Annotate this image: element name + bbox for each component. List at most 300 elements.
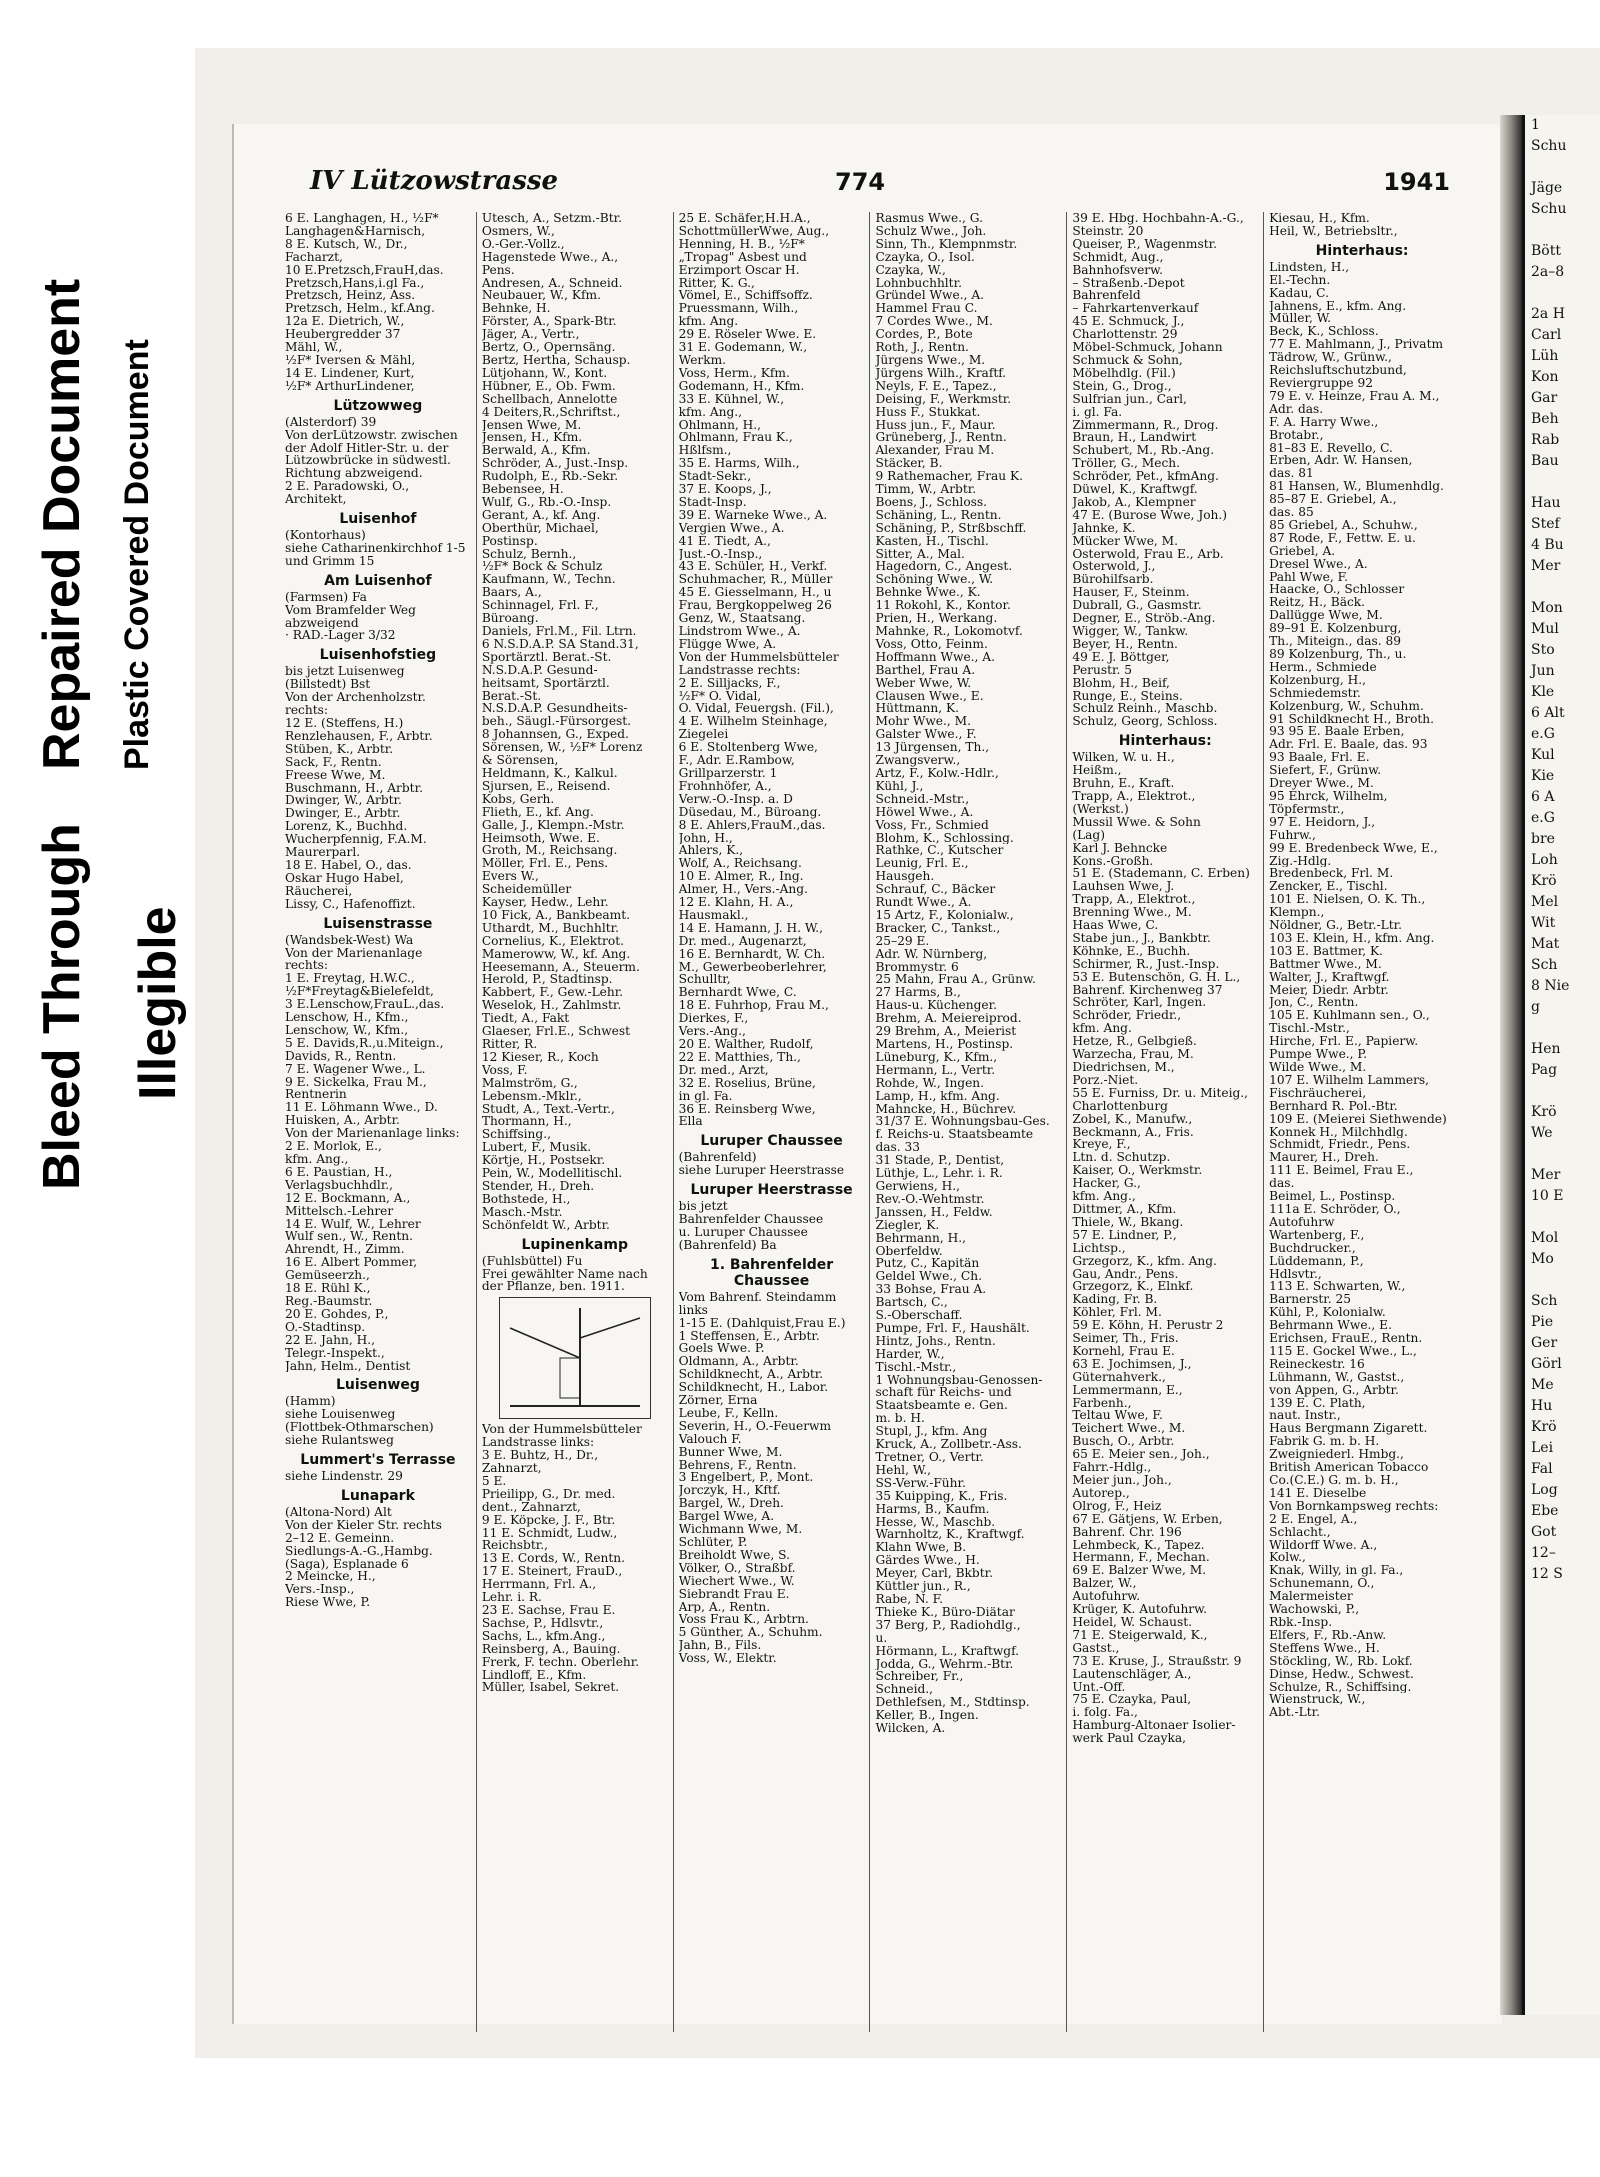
directory-entry: Stein, G., Drog., [1072,379,1172,393]
directory-entry: Hammel Frau C. [875,302,978,316]
next-page-fragment: Mel [1531,894,1559,910]
directory-entry: Jürgens Wwe., M. [875,353,986,367]
directory-entry: Facharzt, [285,250,343,264]
directory-entry: Schinnagel, Frl. F., [481,599,599,613]
street-heading: Luruper Chaussee [700,1133,843,1150]
next-page-fragment: e.G [1531,726,1555,742]
next-page-fragment: Me [1531,1377,1554,1393]
directory-entry: Adr. Frl. E. Baale, das. 93 [1269,738,1428,752]
directory-entry: Prieilipp, G., Dr. med. [481,1487,616,1501]
directory-entry: 45 E. Schmuck, J., [1072,315,1185,329]
next-page-fragment: Kul [1531,747,1555,763]
directory-entry: siehe Catharinenkirchhof 1-5 [285,541,466,555]
directory-entry: i. gl. Fa. [1072,405,1123,419]
directory-entry: Reichsluftschutzbund, [1269,364,1407,377]
directory-entry: links [678,1303,708,1317]
directory-entry: (Altona-Nord) Alt [285,1505,392,1519]
directory-entry: 2 E. Morlok, E., [285,1140,382,1153]
directory-entry: Kreye, F., [1072,1138,1131,1152]
directory-entry: Trapp, A., Elektrot., [1072,893,1196,907]
directory-entry: Pumpe Wwe., P. [1269,1048,1368,1061]
directory-entry: Steinstr. 20 [1072,224,1144,238]
directory-entry: Schulze, R., Schiffsing. [1269,1680,1412,1694]
directory-entry: Blohm, H., Beif, [1072,676,1170,690]
directory-entry: Buschmann, H., Arbtr. [285,781,423,795]
directory-entry: Braun, H., Landwirt [1072,431,1197,445]
directory-entry: Kaiser, O., Werkmstr. [1072,1164,1203,1178]
directory-entry: (Kontorhaus) [285,529,366,542]
directory-entry: 35 Kuipping, K., Fris. [875,1489,1008,1503]
directory-entry: Kühl, J., [875,779,924,793]
directory-entry: Sulfrian jun., Carl, [1072,392,1187,406]
directory-entry: 59 E. Köhn, H. Perustr 2 [1072,1319,1224,1333]
directory-entry: Kobs, Gerh. [481,792,555,806]
directory-entry: Bahrenf. Kirchenweg 37 [1072,983,1223,997]
directory-entry: Kons.-Großh. [1072,854,1154,868]
directory-entry: Bruhn, E., Kraft. [1072,777,1175,790]
directory-entry: Osmers, W., [481,224,555,238]
directory-entry: Bunner Wwe, M. [678,1445,783,1459]
directory-entry: 13 Jürgensen, Th., [875,741,990,755]
directory-entry: Pretzsch, Heinz, Ass. [285,289,416,303]
directory-entry: 1 Steffensen, E., Arbtr. [678,1329,820,1343]
directory-entry: Düsedau, M., Büroang. [678,805,822,819]
directory-entry: 85 Griebel, A., Schuhw., [1269,518,1418,532]
directory-entry: 51 E. (Stademann, C. Erben) [1072,867,1250,881]
directory-entry: Pretzsch,Hans,i.gl Fa., [285,276,425,290]
directory-entry: (Lag) [1072,828,1105,842]
directory-entry: 3 E.Lenschow,FrauL.,das. [285,998,445,1012]
next-page-fragment: Rab [1531,432,1560,448]
next-page-fragment: Mul [1531,621,1559,637]
directory-entry: Jahnke, K. [1072,521,1136,535]
directory-entry: Breiholdt Wwe, S. [678,1548,790,1562]
street-heading: Hinterhaus: [1315,242,1409,259]
directory-entry: 14 E. Wulf, W., Lehrer [285,1217,421,1231]
next-page-edge [1522,115,1600,2015]
directory-entry: Stabe jun., J., Bankbtr. [1072,931,1211,945]
directory-entry: Heil, W., Betriebsltr., [1269,224,1398,238]
directory-entry: Riese Wwe, P. [285,1596,371,1610]
directory-entry: Czayka, W., [875,263,946,277]
directory-entry: Martens, H., Postinsp. [875,1038,1014,1051]
directory-entry: Schmidt, Friedr., Pens. [1269,1138,1411,1152]
directory-entry: Schlacht., [1269,1525,1331,1539]
directory-entry: 2 E. Paradowski, O., [285,480,410,494]
directory-entry: (Wandsbek-West) Wa [285,933,414,947]
directory-entry: Grüneberg, J., Rentn. [875,431,1007,445]
next-page-fragment: Beh [1531,411,1559,427]
directory-column-1 [280,212,477,2032]
directory-entry: heitsamt, Sportärztl. [481,676,610,690]
directory-entry: Reineckestr. 16 [1269,1357,1365,1371]
street-heading: Lützowweg [333,397,423,414]
directory-entry: Bahrenfelder Chaussee [678,1213,824,1226]
next-page-fragment: Sch [1531,1293,1558,1309]
directory-entry: Stupl, J., kfm. Ang [875,1425,988,1439]
directory-entry: Autofuhrw. [1072,1590,1141,1604]
directory-entry: 97 E. Heidorn, J., [1269,815,1376,829]
next-page-fragment: 1 [1531,117,1540,133]
directory-entry: Lindsten, H., [1269,260,1350,274]
directory-entry: Keller, B., Ingen. [875,1709,979,1723]
directory-entry: Hacker, G., [1072,1177,1141,1191]
directory-entry: ½F* Iversen & Mähl, [285,353,416,367]
directory-entry: Lüneburg, K., Kfm., [875,1050,998,1064]
directory-entry: Sachse, P., Hdlsvtr., [481,1616,604,1630]
directory-entry: 20 E. Gohdes, P., [285,1307,389,1321]
directory-entry: Leube, F., Kelln. [678,1406,779,1420]
directory-entry: Hermann, F., Mechan. [1072,1551,1210,1565]
directory-entry: 87 Rode, F., Fettw. E. u. [1269,531,1416,545]
directory-entry: 23 E. Sachse, Frau E. [481,1604,616,1617]
directory-entry: Mücker Wwe, M. [1072,534,1179,548]
directory-entry: Pretzsch, Helm., kf.Ang. [285,302,435,316]
directory-entry: Von derLützowstr. zwischen [285,428,458,442]
directory-entry: Reichsbtr., [481,1539,548,1553]
directory-entry: Jon, C., Rentn. [1269,996,1359,1010]
directory-entry: 43 E. Schüler, H., Verkf. [678,560,828,574]
directory-entry: Evers W., [481,870,539,884]
directory-entry: werk Paul Czayka, [1072,1732,1187,1746]
directory-entry: Lüthje, L., Lehr. i. R. [875,1167,1003,1180]
street-heading: Lummert's Terrasse [300,1452,456,1469]
directory-entry: siehe Lindenstr. 29 [285,1470,403,1483]
directory-entry: Frau, Bergkoppelweg 26 [678,599,832,613]
directory-entry: Schulz Wwe., Joh. [875,224,987,238]
directory-entry: Lemmermann, E., [1072,1383,1183,1397]
directory-entry: Galster Wwe., F. [875,728,977,742]
directory-entry: Bothstede, H., [481,1192,571,1206]
directory-entry: Pahl Wwe, F. [1269,570,1349,584]
directory-entry: Ahlers, K., [678,844,744,858]
directory-entry: Hehl, W., [875,1463,931,1477]
directory-entry: Heesemann, A., Steuerm. [481,960,640,974]
directory-entry: (Saga), Esplanade 6 [285,1557,409,1571]
next-page-fragment: Hen [1531,1041,1561,1057]
directory-entry: Klahn Wwe, B. [875,1541,967,1555]
street-heading: 1. Bahrenfelder Chaussee [709,1256,834,1289]
directory-entry: Sörensen, W., ½F* Lorenz [481,741,643,755]
directory-entry: 29 E. Röseler Wwe. E. [678,328,817,342]
directory-entry: Beyer, H., Rentn. [1072,637,1178,651]
directory-entry: Dethlefsen, M., Stdtinsp. [875,1696,1030,1710]
label-illegible: Illegible [129,906,187,1100]
directory-entry: Schubert, M., Rb.-Ang. [1072,444,1215,458]
directory-entry: Brehm, A. Meiereiprod. [875,1012,1022,1026]
directory-entry: Haas Wwe, C. [1072,919,1159,932]
directory-entry: das. 81 [1269,467,1314,481]
directory-entry: Andresen, A., Schneid. [481,276,623,290]
directory-entry: Ohlmann, H., [678,418,762,432]
directory-entry: Tischl.-Mstr., [1269,1022,1350,1036]
directory-entry: Lützowbrücke in südwestl. [285,454,451,468]
directory-entry: 79 E. v. Heinze, Frau A. M., [1269,389,1440,403]
directory-entry: Köhler, Frl. M. [1072,1306,1162,1320]
directory-entry: Vergien Wwe., A. [678,521,785,535]
directory-entry: Zörner, Erna [678,1394,758,1407]
directory-entry: Bargel, W., Dreh. [678,1497,784,1511]
directory-entry: 49 E. J. Böttger, [1072,650,1170,664]
directory-entry: Autorep., [1072,1486,1130,1500]
directory-entry: Stöckling, W., Rb. Lokf. [1269,1654,1413,1668]
directory-entry: Lautenschläger, A., [1072,1667,1192,1681]
year: 1941 [1383,168,1450,196]
directory-entry: Ella [678,1115,703,1129]
directory-entry: Meier, Diedr. Arbtr. [1269,983,1389,997]
next-page-fragment: e.G [1531,810,1555,826]
directory-entry: Behrens, F., Rentn. [678,1458,797,1472]
directory-entry: Busch, O., Arbtr. [1072,1435,1175,1449]
next-page-fragment: Mol [1531,1230,1559,1246]
directory-entry: 139 E. C. Plath, [1269,1396,1366,1410]
directory-entry: Deising, F., Werkmstr. [875,392,1012,406]
directory-entry: u. Luruper Chaussee [678,1225,808,1239]
next-page-fragment: Hu [1531,1398,1553,1414]
directory-entry: Pruessmann, Wilh., [678,302,799,316]
directory-entry: British American Tobacco [1269,1461,1429,1474]
directory-entry: Frei gewählter Name nach [481,1267,648,1281]
next-page-fragment: Krö [1531,1104,1557,1120]
directory-entry: 11 E. Löhmann Wwe., D. [285,1101,438,1115]
next-page-fragment: Krö [1531,1419,1557,1435]
directory-entry: 18 E. Rühl K., [285,1282,371,1295]
directory-entry: Gemüseerzh., [285,1269,370,1283]
directory-entry: Wilde Wwe., M. [1269,1061,1367,1074]
directory-entry: Runge, E., Steins. [1072,689,1183,703]
directory-entry: Müller, Isabel, Sekret. [481,1681,620,1695]
next-page-fragment: 2a H [1531,306,1565,322]
street-heading: Hinterhaus: [1118,733,1212,750]
directory-entry: Reitz, H., Bäck. [1269,596,1366,610]
directory-entry: Frohnhöfer, A., [678,779,772,793]
directory-entry: Schreiber, Fr., [875,1670,964,1684]
directory-entry: Architekt, [285,493,347,507]
directory-entry: 93 95 E. Baale Erben, [1269,725,1405,739]
street-heading: Luruper Heerstrasse [690,1182,853,1199]
directory-entry: 109 E. (Meierei Siethwende) [1269,1112,1447,1126]
directory-entry: Uthardt, M., Buchhltr. [481,921,619,935]
directory-entry: 36 E. Reinsberg Wwe, [678,1102,816,1116]
directory-entry: Stüben, K., Arbtr. [285,742,394,756]
directory-entry: Flügge Wwe, A. [678,637,777,651]
directory-entry: kfm. Ang., [1072,1190,1136,1203]
directory-entry: bis jetzt [678,1200,728,1214]
directory-entry: Hermann, L., Vertr. [875,1063,996,1077]
directory-entry: Warzecha, Frau, M. [1072,1048,1194,1061]
directory-entry: Kolzenburg, H., [1269,673,1367,687]
directory-entry: 22 E. Matthies, Th., [678,1050,801,1064]
directory-entry: Rasmus Wwe., G. [875,212,983,225]
next-page-fragment: Mat [1531,936,1560,952]
directory-entry: Th., Miteign., das. 89 [1269,635,1401,648]
directory-entry: Goels Wwe. P. [678,1342,765,1356]
directory-entry: Schildknecht, H., Labor. [678,1381,829,1395]
directory-entry: Krüger, K. Autofuhrw. [1072,1603,1207,1616]
directory-entry: 75 E. Czayka, Paul, [1072,1693,1192,1707]
directory-entry: 3 E. Buhtz, H., Dr., [481,1449,599,1463]
directory-entry: Neubauer, W., Kfm. [481,289,601,303]
directory-entry: Düwel, K., Kraftwgf. [1072,483,1198,496]
directory-entry: Körtje, H., Postsekr. [481,1154,606,1168]
directory-entry: 6 E. Stoltenberg Wwe, [678,741,818,755]
directory-entry: ½F*Freytag&Bielefeldt, [285,985,434,999]
directory-entry: Sitter, A., Mal. [875,547,965,561]
directory-entry: Heldmann, K., Kalkul. [481,766,618,780]
directory-entry: Bredenbeck, Frl. M. [1269,867,1394,881]
directory-entry: Porz.-Niet. [1072,1073,1139,1087]
directory-entry: Voss, Fr., Schmied [875,818,989,832]
next-page-fragment: Mon [1531,600,1563,616]
directory-entry: kfm. Ang. [1072,1022,1132,1036]
directory-entry: Dreyer Wwe., M. [1269,777,1374,790]
directory-entry: Barnerstr. 25 [1269,1293,1351,1307]
directory-entry: Timm, W., Arbtr. [875,483,977,496]
directory-entry: 2 E. Engel, A., [1269,1512,1358,1526]
directory-entry: i. folg. Fa., [1072,1706,1138,1720]
directory-entry: Schirmer, R., Just.-Insp. [1072,957,1220,971]
directory-entry: Mähl, W., [285,341,343,354]
directory-entry: – Fahrkartenverkauf [1072,302,1199,316]
directory-entry: Harms, B., Kaufm. [875,1502,990,1516]
directory-entry: Hdlsvtr., [1269,1267,1322,1281]
directory-entry: 2 Meincke, H., [285,1570,376,1584]
directory-entry: Pein, W., Modellitischl. [481,1167,623,1180]
directory-entry: M., Gewerbeoberlehrer, [678,960,827,974]
directory-entry: Landstrasse links: [481,1436,595,1450]
directory-entry: 107 E. Wilhelm Lammers, [1269,1073,1430,1087]
directory-entry: Wildorff Wwe. A., [1269,1538,1378,1552]
directory-entry: Haus Bergmann Zigarett. [1269,1422,1428,1436]
directory-column-4 [870,212,1067,2032]
directory-entry: 4 Deiters,R.,Schriftst., [481,405,621,419]
directory-entry: Berwald, A., Kfm. [481,444,591,458]
next-page-fragment: Wit [1531,915,1556,931]
directory-entry: „Tropag" Asbest und [678,250,807,264]
next-page-fragment [1525,1144,1600,1165]
directory-entry: Osterwold, J., [1072,560,1156,574]
directory-entry: 22 E. Jahn, H., [285,1333,376,1347]
directory-entry: Schöning Wwe., W. [875,573,994,587]
directory-entry: das. 85 [1269,506,1314,519]
directory-entry: Grzegorz, K., kfm. Ang. [1072,1254,1217,1268]
directory-entry: SS-Verw.-Führ. [875,1476,966,1490]
directory-entry: Thiele, W., Bkang. [1072,1215,1184,1229]
directory-entry: Neyls, F. E., Tapez., [875,379,997,393]
directory-entry: Hüttmann, K. [875,702,960,716]
directory-entry: 10 E. Almer, R., Ing. [678,870,804,884]
directory-entry: schaft für Reichs- und [875,1386,1012,1400]
directory-entry: Bertz, O., Opernsäng. [481,341,616,354]
directory-entry: Gerant, A., kf. Ang. [481,508,601,522]
next-page-fragment [1525,1270,1600,1291]
next-page-fragment: Görl [1531,1356,1562,1372]
directory-entry: Wilken, W. u. H., [1072,751,1175,765]
directory-entry: Ltn. d. Schutzp. [1072,1151,1171,1165]
directory-entry: Siefert, F., Grünw. [1269,764,1382,778]
directory-entry: Fabrik G. m. b. H. [1269,1435,1380,1449]
directory-entry: Lohnbuchhltr. [875,276,962,290]
directory-entry: Almer, H., Vers.-Ang. [678,883,808,897]
directory-entry: Olrog, F., Heiz [1072,1499,1162,1513]
directory-entry: 91 Schildknecht H., Broth. [1269,712,1435,726]
directory-entry: Sack, F., Rentn. [285,755,382,769]
directory-entry: Weselok, H., Zahlmstr. [481,999,622,1013]
directory-entry: 81–83 E. Revello, C. [1269,441,1393,455]
directory-entry: Zimmermann, R., Drog. [1072,418,1219,432]
street-heading: Lupinenkamp [521,1236,628,1253]
directory-entry: Utesch, A., Setzm.-Btr. [481,212,622,225]
next-page-fragment: Schu [1531,138,1567,154]
directory-entry: Meier jun., Joh., [1072,1474,1172,1487]
directory-entry: (Werkst.) [1072,802,1129,816]
directory-entry: siehe Rulantsweg [285,1434,394,1448]
directory-entry: 37 E. Koops, J., [678,483,772,496]
directory-entry: Balzer, W., [1072,1577,1137,1591]
directory-entry: Ahrendt, H., Zimm. [285,1243,405,1257]
directory-entry: Klempn., [1269,906,1325,920]
next-page-fragment: Jun [1531,663,1555,679]
directory-entry: (Billstedt) Bst [285,678,371,692]
directory-entry: Wulf, G., Rb.-O.-Insp. [481,495,612,509]
directory-entry: SchottmüllerWwe, Aug., [678,224,830,238]
next-page-fragment: Krö [1531,873,1557,889]
next-page-fragment: Mer [1531,558,1561,574]
next-page-fragment: Log [1531,1482,1558,1498]
directory-entry: 57 E. Lindner, P., [1072,1228,1177,1242]
directory-entry: Grillparzerstr. 1 [678,766,778,780]
directory-entry: 103 E. Klein, H., kfm. Ang. [1269,931,1435,945]
directory-entry: 37 Berg, P., Radiohdlg., [875,1618,1021,1632]
next-page-fragment [1525,577,1600,598]
next-page-fragment: Ebe [1531,1503,1559,1519]
directory-entry: Arp, A., Rentn. [678,1600,771,1614]
directory-entry: 81 Hansen, W., Blumenhdlg. [1269,480,1444,494]
directory-entry: Behrmann, H., [875,1231,966,1245]
directory-entry: Vömel, E., Schiffsoffz. [678,289,813,303]
directory-entry: Weber Wwe, W. [875,676,972,690]
directory-entry: Schulltr, [678,973,731,987]
next-page-fragment [1525,1018,1600,1039]
directory-entry: 69 E. Balzer Wwe, M. [1072,1564,1207,1578]
directory-entry: Reinsberg, A., Bauing. [481,1642,621,1656]
directory-entry: Renzlehausen, F., Arbtr. [285,729,433,743]
directory-entry: Brommystr. 6 [875,960,959,974]
next-page-fragment: We [1531,1125,1553,1141]
directory-entry: Autofuhrw [1269,1215,1335,1229]
label-repaired-document: Repaired Document [33,278,91,770]
directory-entry: John, H., [678,831,733,845]
directory-entry: 71 E. Steigerwald, K., [1072,1628,1208,1642]
directory-entry: Kabbert, F., Gew.-Lehr. [481,986,624,1000]
next-page-fragment: Kle [1531,684,1555,700]
next-page-fragment: Bau [1531,453,1559,469]
directory-entry: Ziegelei [678,728,729,742]
directory-entry: Galle, J., Klempn.-Mstr. [481,818,625,832]
directory-entry: Lindloff, E., Kfm. [481,1668,587,1682]
directory-entry: Diedrichsen, M., [1072,1061,1175,1074]
label-bleed-through: Bleed Through [33,823,91,1190]
directory-entry: Czayka, O., Isol. [875,250,975,264]
directory-entry: Rundt Wwe., A. [875,896,972,909]
directory-entry: Langhagen&Harnisch, [285,224,426,238]
directory-entry: 7 E. Wagener Wwe., L. [285,1062,426,1076]
directory-entry: Richtung abzweigend. [285,467,423,481]
directory-entry: Dr. med., Arzt, [678,1063,769,1077]
directory-entry: Karl J. Behncke [1072,841,1168,855]
directory-entry: Möbel-Schmuck, Johann [1072,341,1223,354]
directory-entry: Bertz, Hertha, Schausp. [481,353,631,367]
